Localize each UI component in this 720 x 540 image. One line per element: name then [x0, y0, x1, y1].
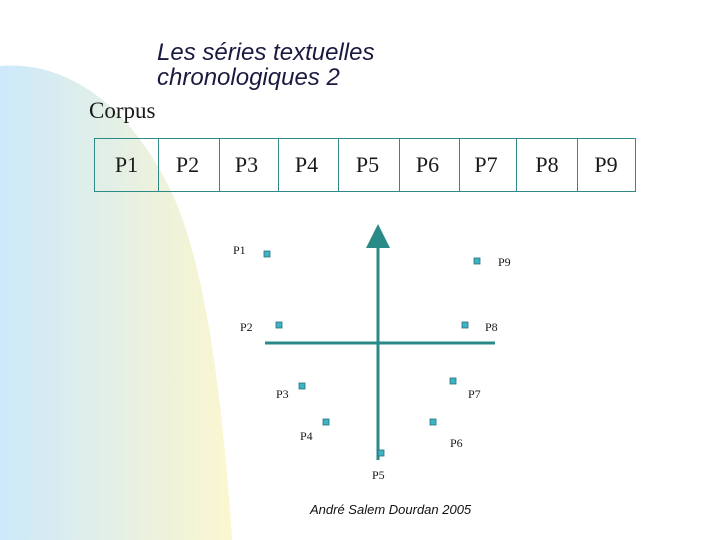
point-marker — [299, 383, 305, 389]
point-p2 — [240, 320, 282, 334]
point-label: P9 — [498, 255, 511, 269]
corpus-label: Corpus — [89, 98, 156, 123]
period-cell: P8 — [516, 139, 578, 191]
author-credit: André Salem Dourdan 2005 — [310, 502, 472, 517]
point-marker — [264, 251, 270, 257]
point-label: P7 — [468, 387, 481, 401]
point-marker — [276, 322, 282, 328]
period-cell: P2 — [156, 139, 220, 191]
point-marker — [474, 258, 480, 264]
point-marker — [430, 419, 436, 425]
point-p7 — [450, 378, 481, 401]
point-p1 — [233, 243, 270, 257]
point-marker — [450, 378, 456, 384]
point-p9 — [474, 255, 511, 269]
point-p3 — [276, 383, 305, 401]
point-label: P4 — [300, 429, 313, 443]
point-p4 — [300, 419, 329, 443]
point-marker — [378, 450, 384, 456]
point-marker — [323, 419, 329, 425]
period-cell: P3 — [215, 139, 279, 191]
point-label: P2 — [240, 320, 253, 334]
point-label: P8 — [485, 320, 498, 334]
point-p8 — [462, 320, 498, 334]
period-cell: P1 — [95, 139, 159, 191]
point-label: P6 — [450, 436, 463, 450]
period-cell: P4 — [275, 139, 339, 191]
point-label: P5 — [372, 468, 385, 482]
title-line-2: chronologiques 2 — [157, 64, 340, 91]
period-cell: P7 — [456, 139, 517, 191]
title-line-1: Les séries textuelles — [157, 39, 375, 66]
point-p6 — [430, 419, 463, 450]
point-label: P1 — [233, 243, 246, 257]
period-cell: P5 — [336, 139, 400, 191]
period-cell: P9 — [594, 152, 618, 177]
point-marker — [462, 322, 468, 328]
period-cell: P6 — [396, 139, 460, 191]
point-p5 — [372, 450, 385, 482]
point-label: P3 — [276, 387, 289, 401]
